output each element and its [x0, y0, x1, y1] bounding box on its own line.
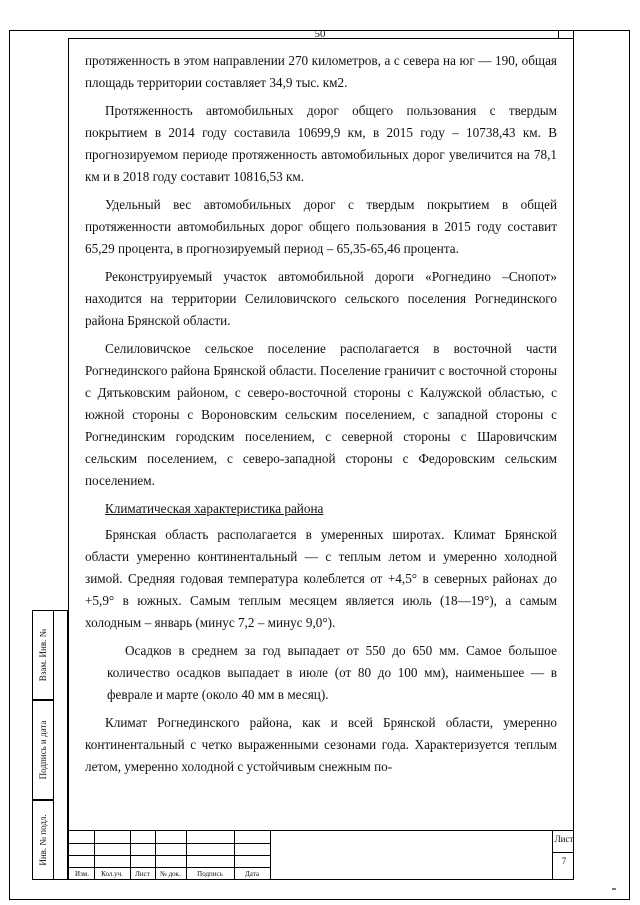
label-data: Дата [245, 870, 259, 878]
paragraph-district-climate: Климат Рогнединского района, как и всей Брянской области, умеренно континентальный с четко выраженными сезонами года. Характеризуется теплым летом, умеренно холодной с устойчивым снежным по- [85, 715, 557, 774]
stamp-cell-inv [32, 800, 54, 880]
label-izm: Изм. [75, 870, 89, 878]
paragraph-climate: Брянская область располагается в умеренных широтах. Климат Брянской области умеренно континентальный — с теплым летом и умеренно холодной зимой. Средняя годовая температура колеблется от +4,5° в северных районах до +5,9° в южных. Самым теплым месяцем является июль (18—19°), а самым холодным – январь (минус 7,2 – минус 9,0°). [85, 527, 557, 630]
paragraph-road-section: Реконструируемый участок автомобильной дороги «Рогнедино –Снопот» находится на территории Селиловичского сельского поселения Рогнединского района Брянской области. [85, 269, 557, 328]
title-block-row-line [68, 867, 270, 868]
stamp-cell-podpis [32, 700, 54, 800]
page-number: 50 [314, 28, 326, 40]
stamp-cell-vzam [32, 610, 54, 700]
sheet-separator [552, 852, 574, 853]
sheet-label: Лист [554, 834, 574, 844]
paragraph-precipitation: Осадков в среднем за год выпадает от 550 до 650 мм. Самое большое количество осадков выпадает в июле (от 80 до 100 мм), наименьшее — в феврале и марте (около 40 мм в месяц). [107, 643, 557, 702]
document-body [85, 50, 557, 784]
title-block-column-line [270, 831, 271, 879]
stamp-label-inv: Инв. № подл. [38, 814, 48, 866]
paragraph-settlement: Селиловичское сельское поселение располагается в восточной части Рогнединского района Брянской области. Поселение граничит с восточной стороны с Дятьковским районом, с северо-восточной стороны с Калужской областью, с южной стороны с Вороновским сельским поселением, с западной стороны с Рогнединским городским поселением, с северной стороны с Шаровичским сельским поселением, с северо-западной стороны с Федоровским сельским поселением. [85, 341, 557, 488]
label-kol: Кол.уч. [101, 870, 123, 878]
section-heading: Климатическая характеристика района [105, 501, 324, 516]
corner-tab [558, 30, 574, 38]
paragraph-roads-length: Протяженность автомобильных дорог общего пользования с твердым покрытием в 2014 году составила 10699,9 км, в 2015 году – 10738,43 км. В прогнозируемом периоде протяженность автомобильных дорог увеличится на 78,1 км и в 2018 году составит 10816,53 км. [85, 103, 557, 184]
label-list: Лист [135, 870, 150, 878]
title-block [68, 830, 574, 880]
label-podpis: Подпись [197, 870, 223, 878]
scan-mark [612, 888, 616, 890]
title-block-row-line [68, 843, 270, 844]
paragraph-roads-share: Удельный вес автомобильных дорог с твердым покрытием в общей протяженности автомобильных дорог общего пользования в 2015 году составит 65,29 процента, в прогнозируемый период – 65,35-65,46 процента. [85, 197, 557, 256]
sheet-number: 7 [561, 856, 567, 866]
sheet-block [552, 830, 574, 880]
title-block-row-line [68, 855, 270, 856]
stamp-label-vzam: Взам. Инв. № [38, 628, 48, 682]
label-ndok: № док. [160, 870, 181, 878]
stamp-label-podpis: Подпись и дата [38, 720, 48, 780]
stamp-column [32, 610, 54, 890]
paragraph-area: протяженность в этом направлении 270 километров, а с севера на юг — 190, общая площадь территории составляет 34,9 тыс. км2. [85, 53, 557, 90]
stamp-divider [54, 610, 68, 880]
